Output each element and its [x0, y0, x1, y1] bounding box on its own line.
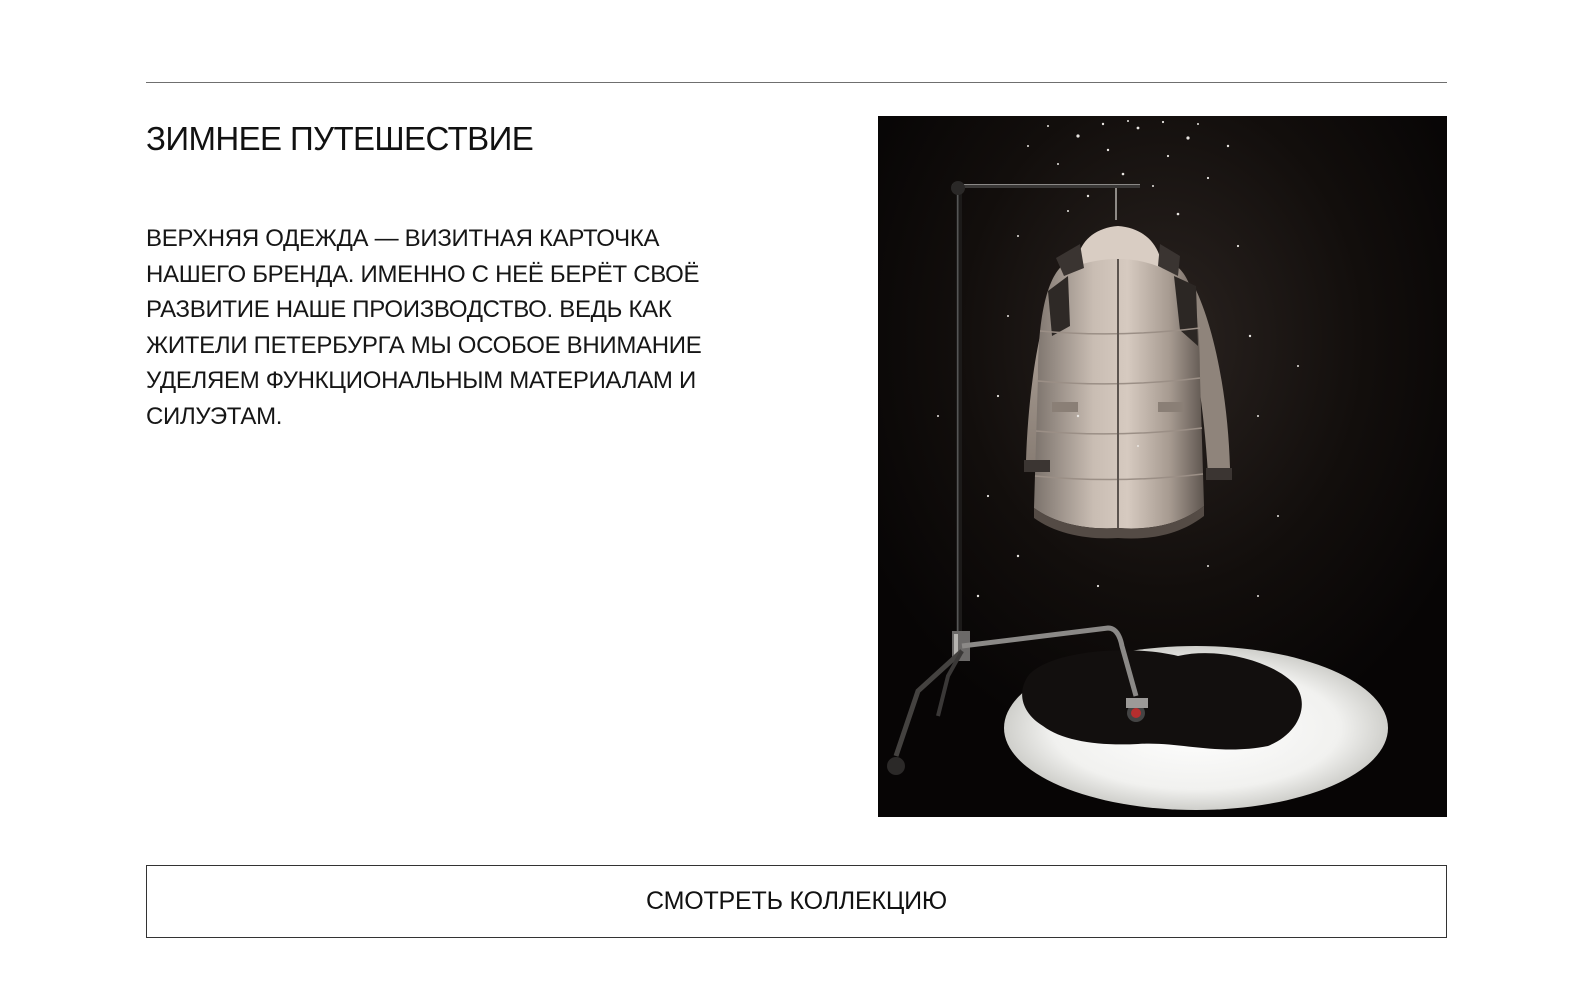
- jacket-on-stand-illustration: [878, 116, 1447, 817]
- description-line: РАЗВИТИЕ НАШЕ ПРОИЗВОДСТВО. ВЕДЬ КАК: [146, 296, 672, 324]
- collection-photo: [878, 116, 1447, 817]
- description-line: УДЕЛЯЕМ ФУНКЦИОНАЛЬНЫМ МАТЕРИАЛАМ И: [146, 367, 696, 395]
- section-description: [146, 221, 786, 435]
- description-line: ВЕРХНЯЯ ОДЕЖДА — ВИЗИТНАЯ КАРТОЧКА: [146, 225, 660, 252]
- description-line: ЖИТЕЛИ ПЕТЕРБУРГА МЫ ОСОБОЕ ВНИМАНИЕ: [146, 331, 702, 359]
- description-line: СИЛУЭТАМ.: [146, 402, 283, 430]
- section-title: ЗИМНЕЕ ПУТЕШЕСТВИЕ: [146, 120, 534, 157]
- description-line: НАШЕГО БРЕНДА. ИМЕННО С НЕЁ БЕРЁТ СВОЁ: [146, 260, 700, 288]
- view-collection-button[interactable]: СМОТРЕТЬ КОЛЛЕКЦИЮ: [146, 865, 1447, 938]
- top-divider: [146, 82, 1447, 83]
